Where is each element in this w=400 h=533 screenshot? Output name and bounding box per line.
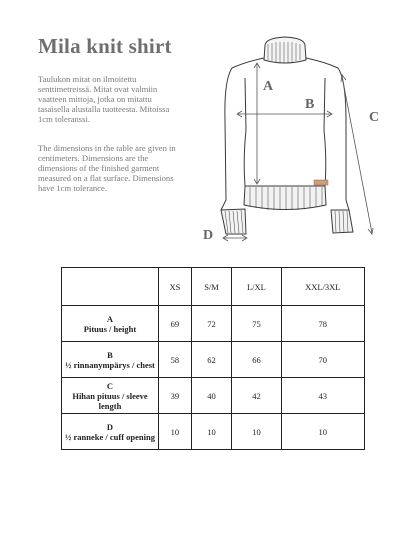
sweater-outline: [221, 37, 353, 234]
row-code: C: [106, 380, 114, 391]
table-cell: 42: [232, 378, 281, 414]
row-name: ½ ranneke / cuff opening: [65, 431, 155, 442]
row-code: D: [106, 421, 114, 432]
table-corner-cell: [62, 268, 159, 306]
row-code: A: [106, 313, 114, 324]
table-cell: 70: [281, 342, 364, 378]
intro-english: The dimensions in the table are given in centimeters. Dimensions are the dimensions of the finished garment measured on a flat surface. Dimensions have 1cm tolerance.: [38, 143, 176, 193]
size-chart-table: [61, 267, 365, 450]
table-cell: 10: [232, 414, 281, 450]
row-label: [62, 414, 159, 450]
sweater-measurement-diagram: [200, 28, 400, 250]
size-header: XXL/3XL: [281, 268, 364, 306]
table-cell: 40: [191, 378, 232, 414]
row-name: Pituus / height: [83, 323, 137, 334]
table-cell: 43: [281, 378, 364, 414]
table-cell: 75: [232, 306, 281, 342]
table-cell: 69: [159, 306, 192, 342]
row-name: Hihan pituus / sleeve length: [72, 390, 148, 411]
diagram-label-d: D: [203, 228, 214, 243]
page-title: Mila knit shirt: [38, 34, 172, 58]
intro-finnish: Taulukon mitat on ilmoitettu senttimetreissä. Mitat ovat valmiin vaatteen mittoja, jotka on mitattu tasaisella alustalla tuotteesta. Mitoissa 1cm toleranssi.: [38, 74, 170, 124]
table-cell: 10: [191, 414, 232, 450]
row-label: [62, 378, 159, 414]
table-cell: 62: [191, 342, 232, 378]
table-cell: 10: [281, 414, 364, 450]
table-cell: 66: [232, 342, 281, 378]
table-row: [62, 342, 365, 378]
row-label: [62, 342, 159, 378]
diagram-label-b: B: [305, 97, 315, 112]
table-row: [62, 306, 365, 342]
table-cell: 72: [191, 306, 232, 342]
size-header: L/XL: [232, 268, 281, 306]
table-cell: 10: [159, 414, 192, 450]
size-header: XS: [159, 268, 192, 306]
table-cell: 58: [159, 342, 192, 378]
diagram-label-a: A: [263, 79, 274, 94]
row-name: ½ rinnanympärys / chest: [65, 359, 155, 370]
row-label: [62, 306, 159, 342]
size-header: S/M: [191, 268, 232, 306]
diagram-label-c: C: [369, 110, 380, 125]
row-code: B: [107, 349, 113, 360]
table-row: [62, 378, 365, 414]
table-cell: 39: [159, 378, 192, 414]
table-row: [62, 414, 365, 450]
table-header-row: [62, 268, 365, 306]
table-cell: 78: [281, 306, 364, 342]
